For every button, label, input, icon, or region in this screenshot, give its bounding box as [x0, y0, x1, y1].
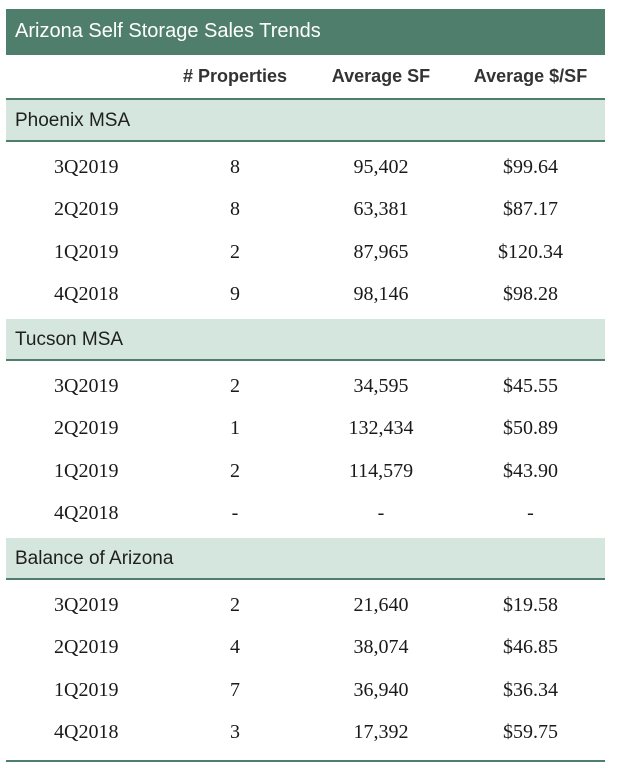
cell-average-price-sf: -	[527, 502, 534, 525]
cell-average-sf: 114,579	[348, 459, 414, 482]
cell-average-price-sf: $36.34	[503, 678, 558, 701]
cell-period: 2Q2019	[54, 417, 119, 440]
table-row	[6, 493, 605, 536]
table-row	[6, 146, 605, 189]
cell-period: 3Q2019	[54, 155, 119, 178]
cell-period: 3Q2019	[54, 593, 119, 616]
section-rows-tucson	[6, 361, 605, 538]
cell-average-price-sf: $46.85	[503, 636, 558, 659]
cell-average-sf: 87,965	[353, 240, 409, 263]
bottom-rule	[6, 760, 605, 762]
cell-properties: 2	[230, 593, 240, 616]
cell-average-sf: 34,595	[353, 374, 409, 397]
section-header-tucson: Tucson MSA	[6, 319, 605, 361]
column-header-row	[6, 55, 605, 100]
cell-properties: 3	[230, 721, 240, 744]
cell-average-price-sf: $87.17	[503, 198, 558, 221]
table-row	[6, 450, 605, 493]
cell-average-sf: -	[377, 502, 385, 525]
cell-properties: 8	[230, 155, 240, 178]
cell-properties: 2	[230, 240, 240, 263]
table-row	[6, 712, 605, 755]
cell-average-sf: 17,392	[353, 721, 409, 744]
cell-properties: 7	[230, 678, 240, 701]
column-header-average-sf: Average SF	[331, 66, 431, 86]
cell-average-price-sf: $59.75	[503, 721, 558, 744]
cell-average-sf: 95,402	[353, 155, 409, 178]
sales-trends-table	[6, 9, 605, 757]
cell-properties: 2	[230, 374, 240, 397]
cell-properties: 8	[230, 198, 240, 221]
cell-properties: 2	[230, 459, 240, 482]
column-header-average-price-sf: Average $/SF	[473, 66, 588, 86]
table-row	[6, 584, 605, 627]
table-row	[6, 274, 605, 317]
column-header-properties: # Properties	[182, 66, 288, 86]
table-title: Arizona Self Storage Sales Trends	[6, 9, 605, 55]
cell-average-sf: 63,381	[353, 198, 409, 221]
cell-period: 2Q2019	[54, 636, 119, 659]
cell-average-sf: 21,640	[353, 593, 409, 616]
cell-period: 1Q2019	[54, 678, 119, 701]
section-header-phoenix: Phoenix MSA	[6, 100, 605, 142]
cell-period: 2Q2019	[54, 198, 119, 221]
cell-period: 1Q2019	[54, 459, 119, 482]
cell-period: 4Q2018	[54, 502, 119, 525]
cell-average-price-sf: $98.28	[503, 283, 558, 306]
table-row	[6, 669, 605, 712]
table-row	[6, 231, 605, 274]
cell-average-sf: 132,434	[348, 417, 414, 440]
cell-properties: 1	[230, 417, 240, 440]
cell-average-sf: 36,940	[353, 678, 409, 701]
table-row	[6, 189, 605, 232]
cell-average-sf: 98,146	[353, 283, 409, 306]
cell-properties: 4	[230, 636, 240, 659]
cell-average-price-sf: $99.64	[503, 155, 558, 178]
cell-average-price-sf: $45.55	[503, 374, 558, 397]
table-row	[6, 365, 605, 408]
cell-period: 1Q2019	[54, 240, 119, 263]
cell-period: 3Q2019	[54, 374, 119, 397]
cell-properties: -	[231, 502, 239, 525]
cell-average-price-sf: $43.90	[503, 459, 558, 482]
section-header-balance-of-arizona: Balance of Arizona	[6, 538, 605, 580]
cell-period: 4Q2018	[54, 721, 119, 744]
table-row	[6, 408, 605, 451]
table-row	[6, 627, 605, 670]
section-rows-balance-of-arizona	[6, 580, 605, 757]
cell-period: 4Q2018	[54, 283, 119, 306]
cell-average-price-sf: $120.34	[498, 240, 563, 263]
section-rows-phoenix	[6, 142, 605, 319]
cell-properties: 9	[230, 283, 240, 306]
cell-average-price-sf: $19.58	[503, 593, 558, 616]
cell-average-price-sf: $50.89	[503, 417, 558, 440]
cell-average-sf: 38,074	[353, 636, 409, 659]
